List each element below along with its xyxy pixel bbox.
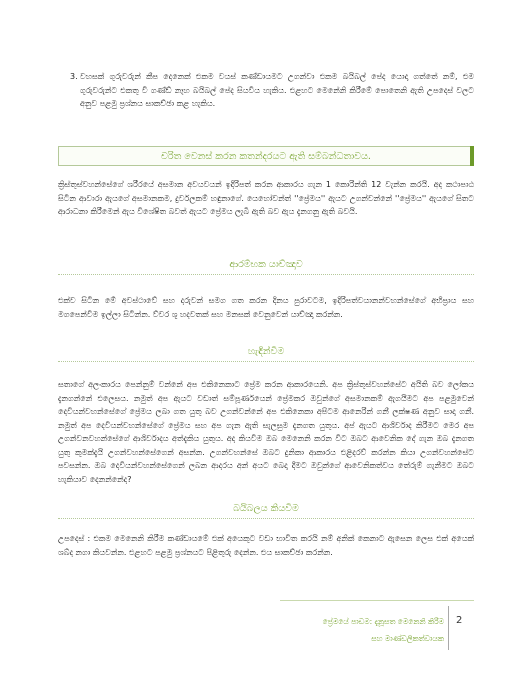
list-item-3 — [70, 70, 474, 111]
section-divider — [58, 518, 474, 519]
section-divider — [58, 274, 474, 275]
section-title-bible-reading: බයිබලය කියවීම — [233, 503, 299, 514]
heading-accent-bar — [470, 146, 474, 166]
heading-box-title: චරිත වෙනස් කරන කතන්දරයට ඇති සම්බන්ධතාවය. — [161, 151, 371, 162]
list-item-text: වහසක් ගුරුවරුන් කීප දෙනෙක් එකම වයස් කණ්ඩායමට උගන්වා එකම බයිබල් පේද යොදා ගත්තේ නම්, එම ගුරුවරුන්ට එකතු වී ගණ්ඩ් නෑහ බයිබල් පේද සියවීය හැකිය. එළහට මෙනේනි කිරීමේ ‍පොතෙනි ඇති උපදෙස් වලට අනුව පළමු ප්‍රශ්නය සාකච්ඡා කළ හැකිය. — [80, 72, 474, 108]
page-number: 2 — [456, 615, 463, 626]
footer-title-line-1: ප්‍රේමයේ පාඩම: දැනූසත මෙනෙනි කිරීම — [322, 617, 444, 626]
section-title-opening-prayer: ආරම්භක යාච්ඤාව — [229, 259, 303, 270]
section-title-introduction: හැඳින්වීම — [247, 346, 285, 357]
footer-separator — [448, 606, 449, 650]
footer-title-line-2: සහ මාණ්ඩලිකත්වායක — [371, 634, 444, 643]
footer-rule — [280, 600, 474, 601]
intro-paragraph: ක්‍රිස්තුස්වහන්සේගේ ශරීරයේ අසමාන අවයවයන් ඉදිරිපත් කරන ආකාරය ගැන 1 කොරින්ති 12 වැන්න කරයි. අද කථාපාඨ සිටින ආවාරා ඇයගේ අසමානකම, දුර්වලකම් හඳුනාගේ. යෙහෝවන්ත් ''ප්‍රේමය'' ඇයට උගන්වන්නේ ''ප්‍රේමය'' ඇයගේ සිතට ආරාධනා කිරීමෙන් ඇය විශේෂිත බවත් ඇයට ප්‍රේමය ලැබී ඇති බව ඇය දැනගනු ඇති බවයි. — [58, 180, 474, 216]
opening-prayer-paragraph: එක්ව සිටින මේ අවස්ථාවේ සහ දරුවන් සමග ගත කරන දිනය පුරාවටම, ඉදිරිපත්වයානන්වහන්සේගේ අභිප්‍රාය සහ මගපෙන්වීම ඉල්ලා සිටින්න. ව්වර ශු හදවතක් සහ මනසක් වෙනුවෙන් යාච්ඤා කරන්න. — [58, 296, 474, 319]
introduction-paragraph: සතාගේ අලංකාරය පෙන්නුම් වන්නේ අප එකිනෙකාට ප්‍රේම කරන ආකාරයෙනි. අප ක්‍රිස්තුස්වහන්සේට අයිති බව ලෝකය දැනගන්නේ එලෙසය. නමුත් අප ඇයට වඩාත් සම්පූර්ණයෙන් ප්‍රේමකර ඔවුන්ගේ අසමානකම් ඇගයීමට අප පළමුවෙන් දෙවියන්වහන්සේගේ ප්‍රේමය ලබා ගත යුතු බව උගන්වන්නේ අප එකිනෙකා අපිටම ආනෙරින් ගනී ලක්ෂණ අනුව සාදා ගනී. නමුත් අප දෙවියන්වහන්සේගේ ප්‍රේමය සහ අප ගැන ඇති සැලසුම දැනගත යුතුය. අප් ඇයට ආශිර්වාද කිරීමට මෙර අප උගන්වනවහන්සේගේ ආශිර්වාදය අත්දැකිය යුතුය. අද කියවීම ඔබ මෙනෙනි කරන විට ඔබට ආවෙනික දේ ගැන ඔබ දැනගත යුතු කුමක්දැයි උගන්වහන්සේගෙන් අසන්න. උගන්වහන්සේ ඔබට දුනිකා ආකාරය එළිදරව් කරන්න කියා උගන්වහන්සේට පවසන්න. ඔබ දෙවියන්වහන්සේගෙන් ලබන ආදරය අන් අයට බෙදා දීමට ඔවුන්ගේ ආවෙනිකත්වය තේරුම් ගැනීමට ඔබට හැකියාව දෙනන්නේද? — [58, 380, 474, 484]
bible-reading-paragraph: උපදෙස් : එකම මෙනෙනි කිරීම කණ්ඩායමේ එක් අයෙකුට වඩා භාවිත කරයි නම් අනික් කෙනාට ඇසෙන ලෙස එක් අයෙක් ශබ්ද නගා කියවන්න. එළහට පළමු ප්‍රශ්නයට පිළිතුරු දෙන්න. එය සාකච්ඡා කරන්න. — [58, 534, 474, 557]
list-number: 3. — [70, 72, 78, 81]
section-heading-box — [58, 146, 474, 166]
section-divider — [58, 361, 474, 362]
